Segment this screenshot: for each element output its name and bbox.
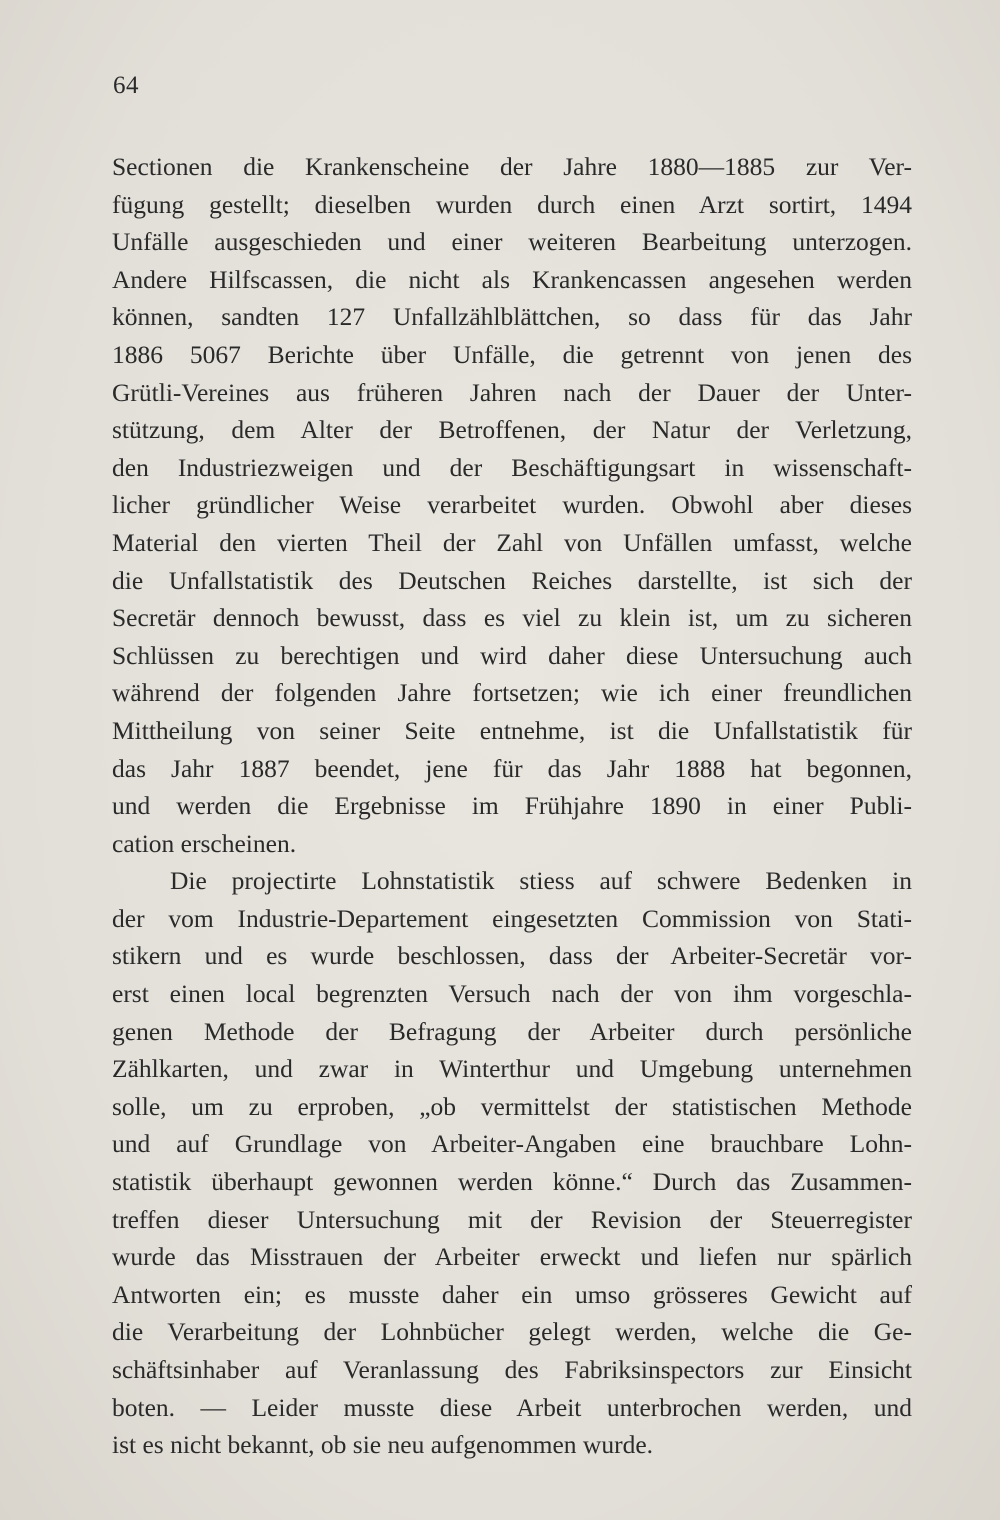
paragraph-2 (112, 862, 912, 1464)
text-line: schäftsinhaber auf Veranlassung des Fabriksinspectors zur Einsicht (112, 1355, 912, 1384)
text-line: 1886 5067 Berichte über Unfälle, die getrennt von jenen des (112, 339, 912, 369)
text-line: Sectionen die Krankenscheine der Jahre 1880—1885 zur Ver- (112, 152, 912, 181)
text-line: Grütli-Vereines aus früheren Jahren nach der Dauer der Unter- (112, 377, 912, 407)
text-line: Die projectirte Lohnstatistik stiess auf schwere Bedenken in (170, 866, 912, 896)
text-line: das Jahr 1887 beendet, jene für das Jahr 1888 hat begonnen, (112, 753, 912, 783)
page-number: 64 (113, 72, 139, 99)
text-line: stikern und es wurde beschlossen, dass der Arbeiter-Secretär vor- (112, 941, 912, 971)
text-line: und auf Grundlage von Arbeiter-Angaben eine brauchbare Lohn- (112, 1129, 912, 1159)
text-line: stützung, dem Alter der Betroffenen, der Natur der Verletzung, (112, 415, 912, 445)
text-line: Schlüssen zu berechtigen und wird daher diese Untersuchung auch (112, 640, 912, 670)
text-line: genen Methode der Befragung der Arbeiter durch persönliche (112, 1016, 912, 1046)
text-line: die Unfallstatistik des Deutschen Reiches darstellte, ist sich der (112, 565, 912, 595)
text-line: die Verarbeitung der Lohnbücher gelegt werden, welche die Ge- (112, 1317, 912, 1347)
text-line: treffen dieser Untersuchung mit der Revision der Steuerregister (112, 1204, 912, 1234)
text-line: Unfälle ausgeschieden und einer weiteren Bearbeitung unterzogen. (112, 227, 912, 257)
text-line: während der folgenden Jahre fortsetzen; wie ich einer freundlichen (112, 678, 912, 708)
text-line: und werden die Ergebnisse im Frühjahre 1890 in einer Publi- (112, 791, 912, 821)
text-line: wurde das Misstrauen der Arbeiter erweckt und liefen nur spärlich (112, 1242, 912, 1272)
text-line: solle, um zu erproben, „ob vermittelst der statistischen Methode (112, 1091, 912, 1121)
text-line: Zählkarten, und zwar in Winterthur und Umgebung unternehmen (112, 1054, 912, 1084)
text-line: Andere Hilfscassen, die nicht als Krankencassen angesehen werden (112, 264, 912, 294)
text-line: fügung gestellt; dieselben wurden durch einen Arzt sortirt, 1494 (112, 189, 912, 219)
text-line: boten. — Leider musste diese Arbeit unterbrochen werden, und (112, 1392, 912, 1422)
text-line: erst einen local begrenzten Versuch nach der von ihm vorgeschla- (112, 979, 912, 1009)
text-line: statistik überhaupt gewonnen werden könne.“ Durch das Zusammen- (112, 1167, 912, 1197)
text-line: Mittheilung von seiner Seite entnehme, ist die Unfallstatistik für (112, 715, 912, 745)
text-line: Antworten ein; es musste daher ein umso grösseres Gewicht auf (112, 1279, 912, 1309)
text-line: der vom Industrie-Departement eingesetzten Commission von Stati- (112, 903, 912, 933)
text-line: ist es nicht bekannt, ob sie neu aufgenommen wurde. (112, 1430, 654, 1460)
text-line: den Industriezweigen und der Beschäftigungsart in wissenschaft- (112, 452, 912, 482)
text-line: Material den vierten Theil der Zahl von Unfällen umfasst, welche (112, 527, 912, 557)
text-line: cation erscheinen. (112, 828, 297, 858)
text-line: Secretär dennoch bewusst, dass es viel zu klein ist, um zu sicheren (112, 603, 912, 633)
text-line: licher gründlicher Weise verarbeitet wurden. Obwohl aber dieses (112, 490, 912, 520)
paragraph-1 (112, 148, 912, 862)
text-line: können, sandten 127 Unfallzählblättchen, so dass für das Jahr (112, 302, 912, 332)
body-text (112, 148, 912, 1464)
